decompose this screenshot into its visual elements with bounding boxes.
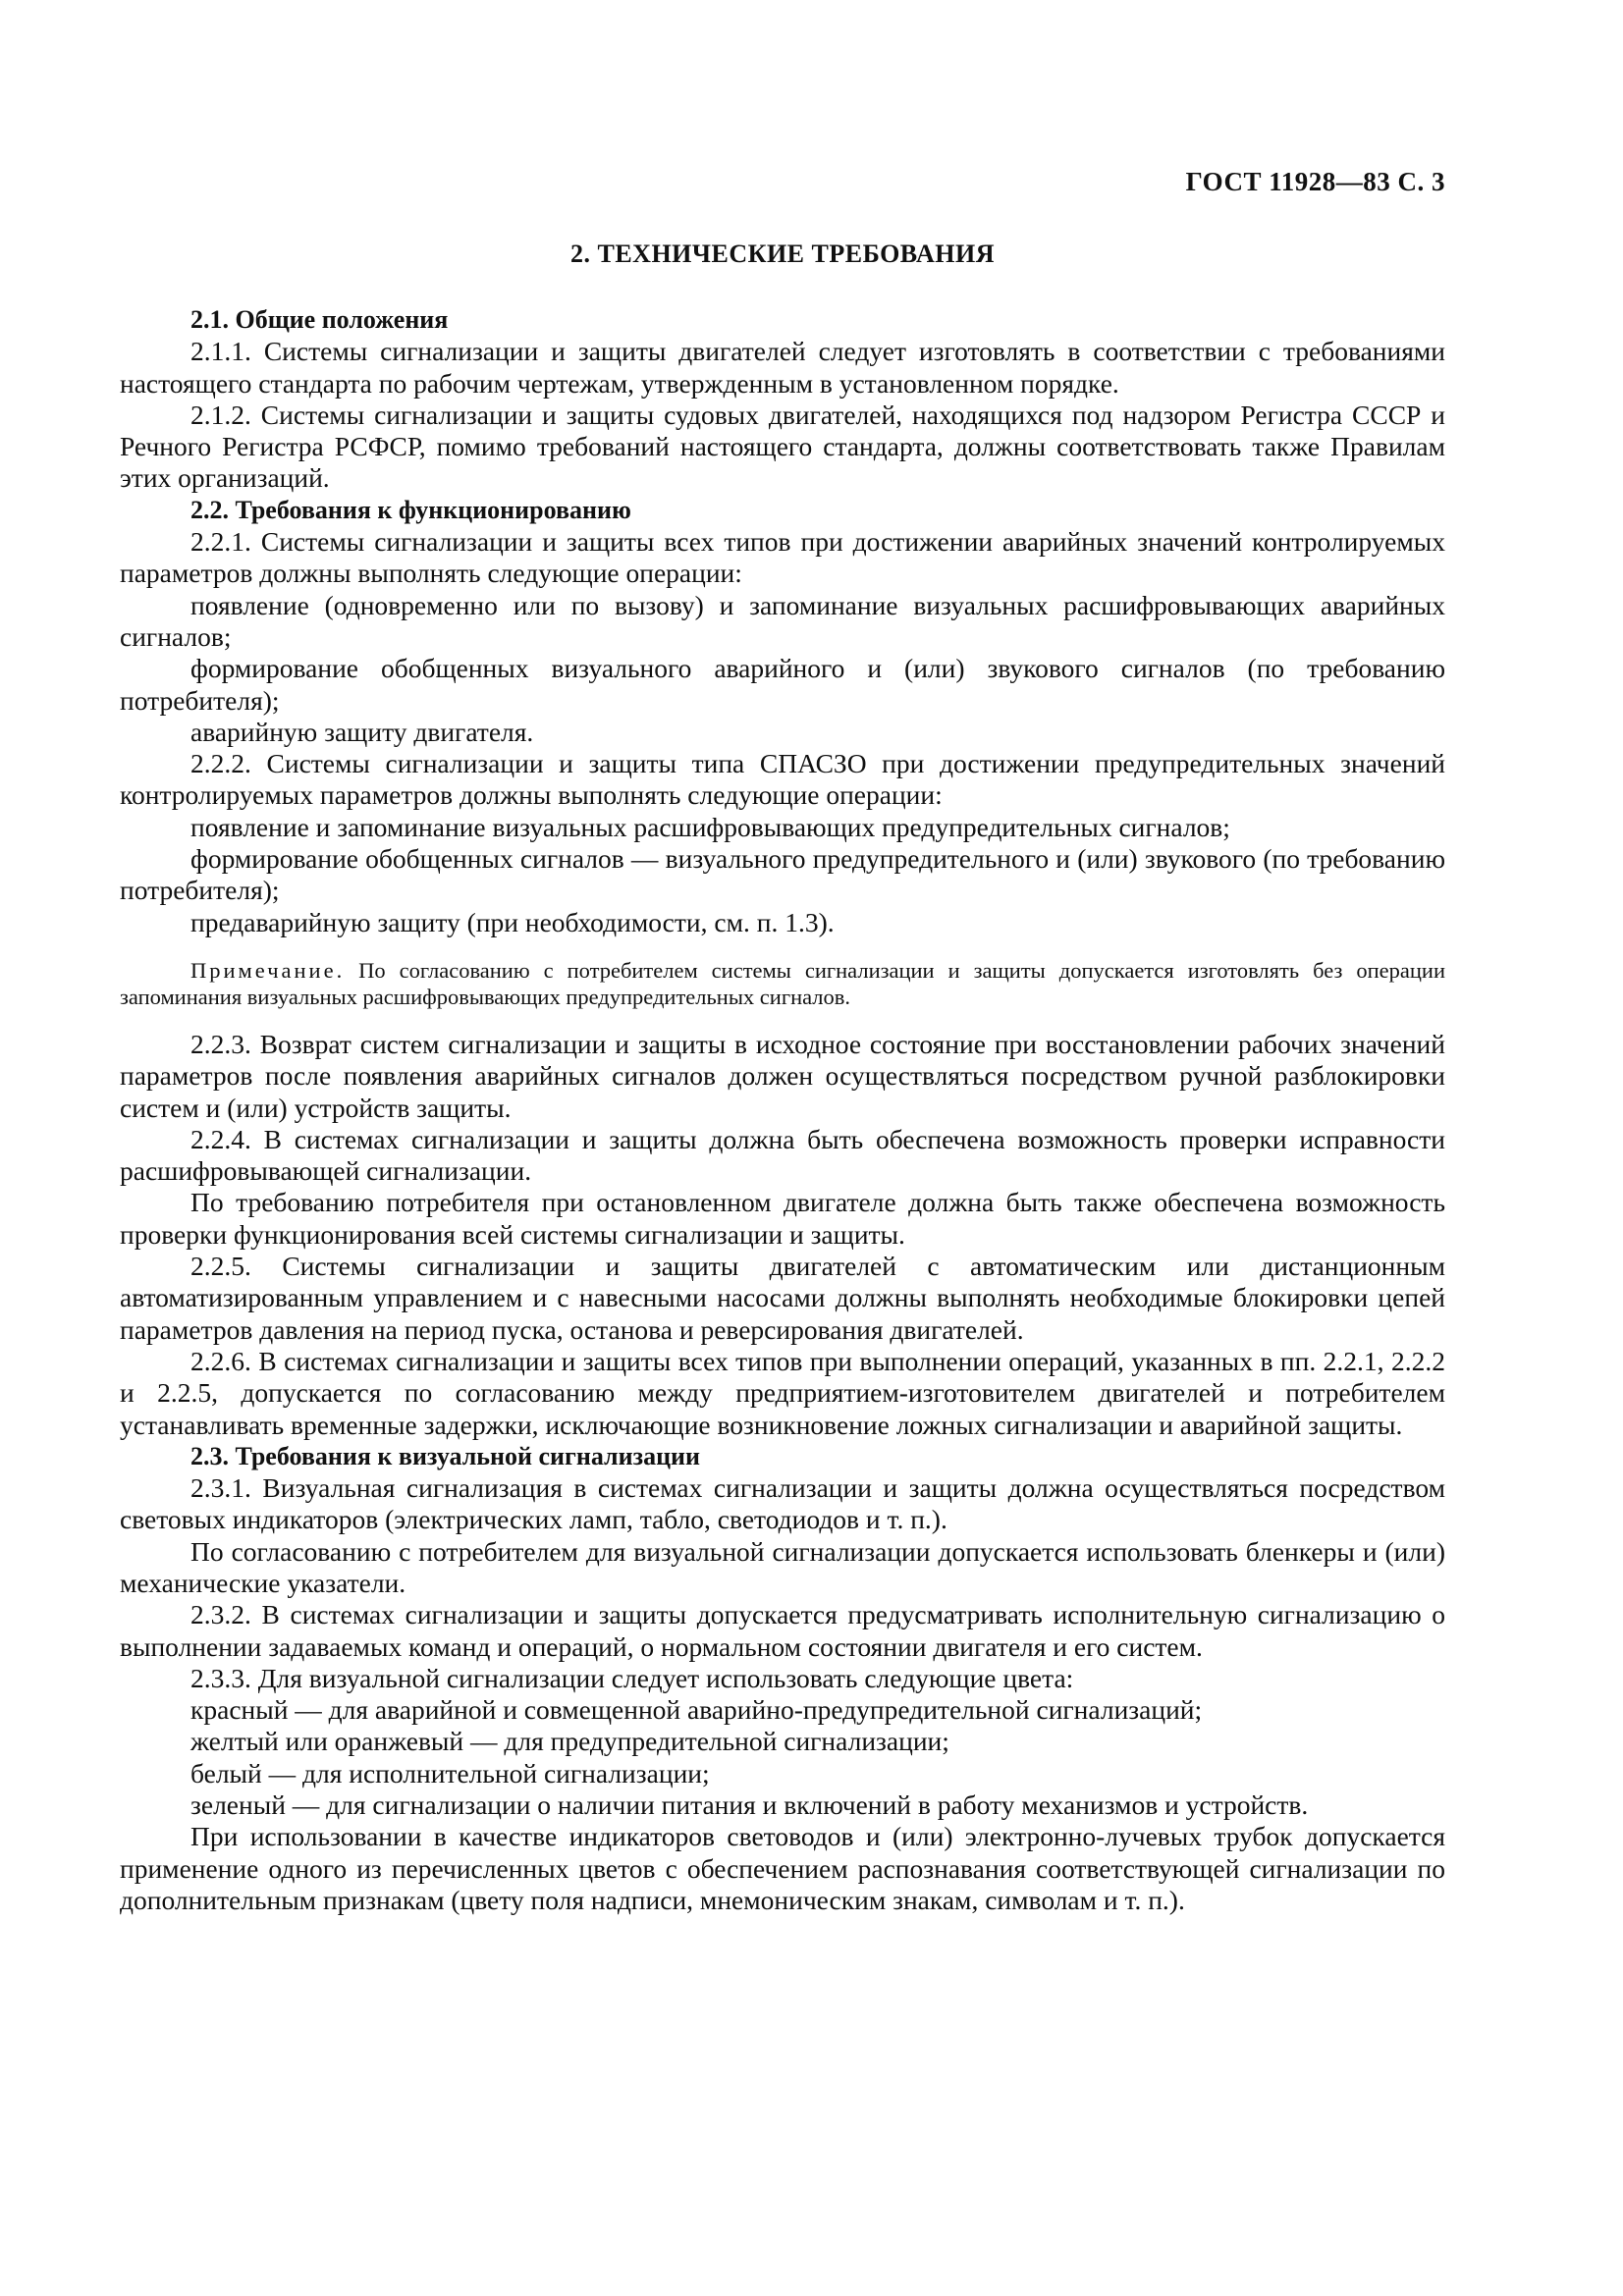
paragraph: 2.2.5. Системы сигнализации и защиты двигателей с автоматическим или дистанционным автоматизированным управлением и с навесными насосами должны выполнять необходимые блокировки цепей параметров давления на период пуска, останова и реверсирования двигателей.: [120, 1251, 1445, 1345]
list-item: появление (одновременно или по вызову) и запоминание визуальных расшифровывающих аварийных сигналов;: [120, 589, 1445, 652]
document-body: [120, 304, 1445, 1916]
note-label: Примечание.: [190, 957, 346, 983]
list-item: формирование обобщенных сигналов — визуального предупредительного и (или) звукового (по требованию потребителя);: [120, 843, 1445, 906]
paragraph: 2.2.3. Возврат систем сигнализации и защиты в исходное состояние при восстановлении рабочих значений параметров после появления аварийных сигналов должен осуществляться посредством ручной разблокировки систем и (или) устройств защиты.: [120, 1028, 1445, 1123]
list-item: аварийную защиту двигателя.: [190, 716, 534, 747]
paragraph: По согласованию с потребителем для визуальной сигнализации допускается использовать бленкеры и (или) механические указатели.: [120, 1535, 1445, 1598]
paragraph: 2.2.4. В системах сигнализации и защиты должна быть обеспечена возможность проверки исправности расшифровывающей сигнализации.: [120, 1123, 1445, 1187]
list-item: предаварийную защиту (при необходимости, см. п. 1.3).: [190, 906, 835, 937]
note-text: По согласованию с потребителем системы сигнализации и защиты допускается изготовлять без операции запоминания визуальных расшифровывающих предупредительных сигналов.: [120, 957, 1445, 1009]
list-item: формирование обобщенных визуального аварийного и (или) звукового сигналов (по требованию потребителя);: [120, 653, 1445, 716]
list-item: белый — для исполнительной сигнализации;: [190, 1757, 710, 1789]
paragraph: 2.3.1. Визуальная сигнализация в системах сигнализации и защиты должна осуществляться посредством световых индикаторов (электрических ламп, табло, светодиодов и т. п.).: [120, 1472, 1445, 1535]
subsection-heading: 2.1. Общие положения: [190, 305, 449, 334]
paragraph: 2.1.2. Системы сигнализации и защиты судовых двигателей, находящихся под надзором Регистра СССР и Речного Регистра РСФСР, помимо требований настоящего стандарта, должны соответствовать также Правилам этих организаций.: [120, 399, 1445, 494]
list-item: желтый или оранжевый — для предупредительной сигнализации;: [190, 1726, 949, 1757]
paragraph: По требованию потребителя при остановленном двигателе должна быть также обеспечена возможность проверки функционирования всей системы сигнализации и защиты.: [120, 1187, 1445, 1250]
paragraph: 2.3.2. В системах сигнализации и защиты допускается предусматривать исполнительную сигнализацию о выполнении задаваемых команд и операций, о нормальном состоянии двигателя и его систем.: [120, 1599, 1445, 1662]
paragraph: 2.3.3. Для визуальной сигнализации следует использовать следующие цвета:: [190, 1662, 1074, 1693]
section-title: 2. ТЕХНИЧЕСКИЕ ТРЕБОВАНИЯ: [569, 240, 996, 268]
list-item: зеленый — для сигнализации о наличии питания и включений в работу механизмов и устройств.: [190, 1789, 1309, 1821]
subsection-heading: 2.2. Требования к функционированию: [190, 495, 631, 524]
paragraph: 2.1.1. Системы сигнализации и защиты двигателей следует изготовлять в соответствии с требованиями настоящего стандарта по рабочим чертежам, утвержденным в установленном порядке.: [120, 336, 1445, 399]
paragraph: 2.2.6. В системах сигнализации и защиты всех типов при выполнении операций, указанных в пп. 2.2.1, 2.2.2 и 2.2.5, допускается по согласованию между предприятием-изготовителем двигателей и потребителем устанавливать временные задержки, исключающие возникновение ложных сигнализации и аварийной защиты.: [120, 1345, 1445, 1440]
subsection-heading: 2.3. Требования к визуальной сигнализации: [190, 1441, 701, 1470]
list-item: появление и запоминание визуальных расшифровывающих предупредительных сигналов;: [190, 811, 1230, 842]
list-item: красный — для аварийной и совмещенной аварийно-предупредительной сигнализаций;: [190, 1694, 1203, 1726]
paragraph: При использовании в качестве индикаторов световодов и (или) электронно-лучевых трубок допускается применение одного из перечисленных цветов с обеспечением распознавания соответствующей сигнализации по дополнительным признакам (цвету поля надписи, мнемоническим знакам, символам и т. п.).: [120, 1821, 1445, 1915]
paragraph: 2.2.2. Системы сигнализации и защиты типа СПАСЗО при достижении предупредительных значений контролируемых параметров должны выполнять следующие операции:: [120, 748, 1445, 811]
paragraph: 2.2.1. Системы сигнализации и защиты всех типов при достижении аварийных значений контролируемых параметров должны выполнять следующие операции:: [120, 526, 1445, 589]
note: [120, 957, 1445, 1010]
page-header: ГОСТ 11928—83 С. 3: [1185, 167, 1445, 196]
